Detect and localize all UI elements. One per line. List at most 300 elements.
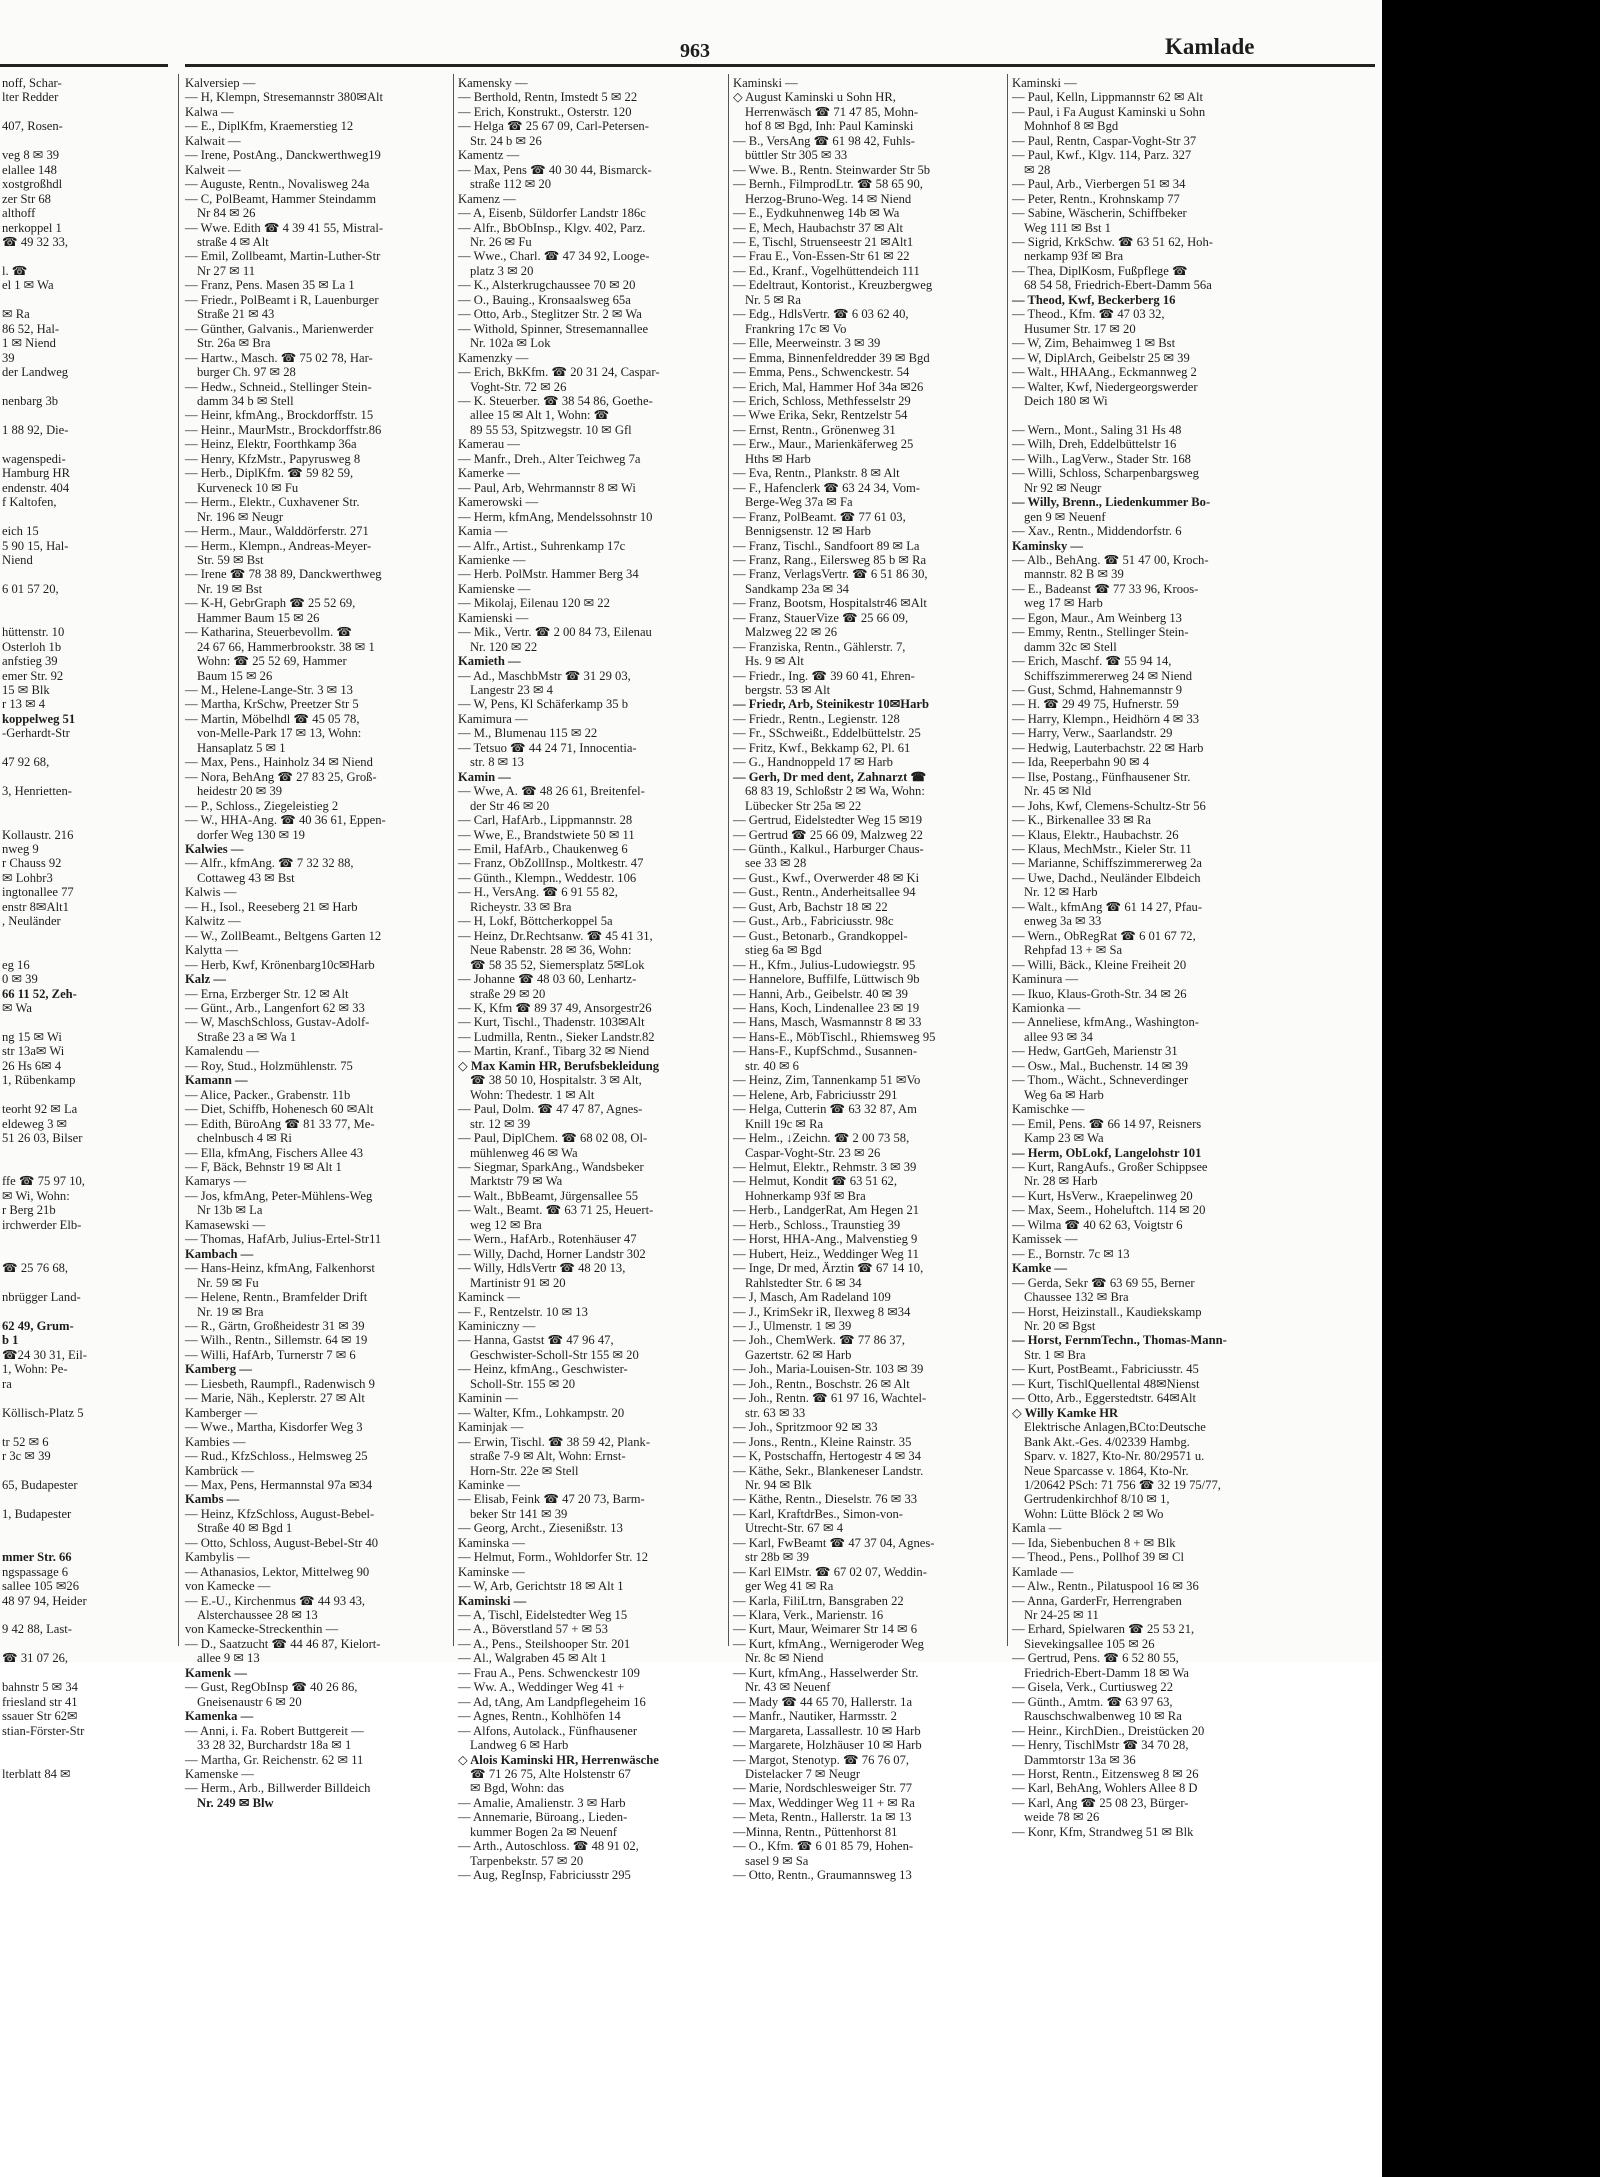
directory-line [2,1232,162,1246]
directory-line: — Herb., LandgerRat, Am Hegen 21 [733,1203,920,1218]
directory-line: ◇ Willy Kamke HR [1012,1405,1119,1420]
directory-line: Nr 24-25 ✉ 11 [1024,1608,1099,1623]
directory-line: Kamentz — [458,148,520,163]
directory-line: str. 63 ✉ 33 [745,1405,806,1420]
directory-line: — O., Bauing., Kronsaalsweg 65a [458,292,631,307]
directory-line: — F., Hafenclerk ☎ 63 24 34, Vom- [733,480,921,495]
directory-line: Bennigsenstr. 12 ✉ Harb [745,524,871,539]
directory-line: — Helm., ↓Zeichn. ☎ 2 00 73 58, [733,1131,910,1146]
directory-line: Kamberger — [185,1405,258,1420]
directory-line: — H., Kfm., Julius-Ludowiegstr. 95 [733,957,916,972]
directory-line: —Minna, Rentn., Püttenhorst 81 [733,1824,898,1839]
directory-line: — Hans, Masch, Wasmannstr 8 ✉ 33 [733,1015,922,1030]
directory-line: Kamimura — [458,711,528,726]
directory-line: Rauschschwalbenweg 10 ✉ Ra [1024,1709,1182,1724]
directory-line: ☎ 58 35 52, Siemersplatz 5✉Lok [470,957,645,972]
directory-line: Sparv. v. 1827, Kto-Nr. 80/29571 u. [1024,1449,1205,1464]
directory-line: — Gerh, Dr med dent, Zahnarzt ☎ [733,769,927,784]
directory-line: — Margarete, Holzhäuser 10 ✉ Harb [733,1738,922,1753]
directory-line: , Neuländer [2,914,61,929]
directory-line: 68 83 19, Schloßstr 2 ✉ Wa, Wohn: [745,784,925,799]
directory-line: — Martha, KrSchw, Preetzer Str 5 [185,697,359,712]
directory-line [2,510,162,524]
directory-line: Kamienke — [458,552,526,567]
directory-line: — Mikolaj, Eilenau 120 ✉ 22 [458,596,610,611]
directory-line: Geschwister-Scholl-Str 155 ✉ 20 [470,1347,639,1362]
column-1 [185,76,450,1810]
directory-line: Alsterchaussee 28 ✉ 13 [197,1608,318,1623]
directory-line: — Franz, StauerVize ☎ 25 66 09, [733,610,909,625]
directory-line: Cottaweg 43 ✉ Bst [197,870,295,885]
directory-line: — Joh., ChemWerk. ☎ 77 86 37, [733,1333,906,1348]
directory-line: 1 ✉ Niend [2,336,56,351]
directory-line: — Helene, Rentn., Bramfelder Drift [185,1290,368,1305]
directory-line: — Anna, GarderFr, Herrengraben [1012,1593,1182,1608]
directory-line: — Karl, BehAng, Wohlers Allee 8 D [1012,1781,1198,1796]
directory-line: — Bernh., FilmprodLtr. ☎ 58 65 90, [733,177,923,192]
directory-line: — Nora, BehAng ☎ 27 83 25, Groß- [185,769,377,784]
directory-line: — Marie, Näh., Keplerstr. 27 ✉ Alt [185,1391,365,1406]
directory-line: Frankring 17c ✉ Vo [745,321,847,336]
directory-line: — Herb. PolMstr. Hammer Berg 34 [458,567,639,582]
directory-line: — C, PolBeamt, Hammer Steindamm [185,191,376,206]
directory-line: — Hedwig, Lauterbachstr. 22 ✉ Harb [1012,740,1204,755]
directory-line: — Otto, Schloss, August-Bebel-Str 40 [185,1535,379,1550]
directory-line: — P., Schloss., Ziegeleistieg 2 [185,798,339,813]
directory-line: r Chauss 92 [2,856,62,871]
directory-line: Kamerowski — [458,495,539,510]
directory-line: 66 11 52, Zeh- [2,986,77,1001]
directory-line [2,1088,162,1102]
directory-line: — Wilh., Rentn., Sillemstr. 64 ✉ 19 [185,1333,368,1348]
directory-line: mühlenweg 46 ✉ Wa [470,1145,578,1160]
directory-line: — E, Tischl, Struenseestr 21 ✉Alt1 [733,234,914,249]
directory-line [2,1464,162,1478]
directory-line: Neue Sparcasse v. 1864, Kto-Nr. [1024,1463,1189,1478]
directory-line: — Heinr, kfmAng., Brockdorffstr. 15 [185,408,374,423]
directory-line: straße 112 ✉ 20 [470,177,552,192]
directory-line: — Gust., Betonarb., Grandkoppel- [733,928,908,943]
directory-line: weide 78 ✉ 26 [1024,1810,1100,1825]
directory-line: Kamensky — [458,76,528,90]
directory-line: Nr. 8c ✉ Niend [745,1651,824,1666]
directory-line: 5 90 15, Hal- [2,538,69,553]
directory-line: Kamann — [185,1073,248,1088]
directory-line: — Kurt, RangAufs., Großer Schippsee [1012,1159,1208,1174]
directory-line: — Helga ☎ 25 67 09, Carl-Petersen- [458,119,649,134]
column-4 [1012,76,1280,1839]
directory-line [2,741,162,755]
directory-line: ✉ Wa [2,1001,32,1015]
directory-line: — Wwe., Martha, Kisdorfer Weg 3 [185,1420,363,1435]
directory-line: zer Str 68 [2,191,51,206]
directory-line [2,1391,162,1405]
directory-line: — Rud., KfzSchloss., Helmsweg 25 [185,1449,368,1464]
header-rule [185,64,1375,67]
directory-line: l. ☎ [2,263,28,278]
directory-line: — Herb., Schloss., Traunstieg 39 [733,1217,901,1232]
directory-line: Nr. 249 ✉ Blw [197,1795,274,1810]
directory-line: Elektrische Anlagen,BCto:Deutsche [1024,1420,1206,1435]
directory-line: — Friedr., Rentn., Legienstr. 128 [733,711,900,726]
directory-line: — Horst, HHA-Ang., Malvenstieg 9 [733,1232,918,1247]
directory-line: Kaminski — [458,1593,527,1608]
directory-line: Herzog-Bruno-Weg. 14 ✉ Niend [745,191,912,206]
directory-line [2,1146,162,1160]
directory-line: — E.-U., Kirchenmus ☎ 44 93 43, [185,1593,366,1608]
directory-line: — Aug, RegInsp, Fabriciusstr 295 [458,1868,631,1883]
directory-line: — Hannelore, Buffilfe, Lüttwisch 9b [733,972,920,987]
directory-line: — Max, Seem., Hoheluftch. 114 ✉ 20 [1012,1203,1206,1218]
directory-line: — Gertrud, Eidelstedter Weg 15 ✉19 [733,813,923,828]
directory-line: — Kurt, Maur, Weimarer Str 14 ✉ 6 [733,1622,918,1637]
directory-line: — K., Alsterkrugchaussee 70 ✉ 20 [458,278,636,293]
directory-line: — K-H, GebrGraph ☎ 25 52 69, [185,596,356,611]
directory-line: Kamlade — [1012,1564,1074,1579]
directory-line: ◇ Max Kamin HR, Berufsbekleidung [458,1058,660,1073]
directory-line: — Emma, Binnenfeldredder 39 ✉ Bgd [733,350,930,365]
directory-line: tr 52 ✉ 6 [2,1434,49,1449]
directory-line [2,1276,162,1290]
directory-line: enstr 8✉Alt1 [2,899,69,914]
directory-line: — Agnes, Rentn., Kohlhöfen 14 [458,1709,621,1724]
directory-line: — Otto, Arb., Eggerstedtstr. 64✉Alt [1012,1391,1197,1406]
directory-line: — Arth., Autoschloss. ☎ 48 91 02, [458,1839,639,1854]
directory-line: Wohn: ☎ 25 52 69, Hammer [197,654,347,669]
directory-line: Kamerke — [458,466,520,481]
directory-line [2,596,162,610]
directory-line: — Emma, Pens., Schwenckestr. 54 [733,365,910,380]
directory-line: — Friedr, Arb, Steinikestr 10✉Harb [733,697,929,712]
directory-line: von-Melle-Park 17 ✉ 13, Wohn: [197,726,362,741]
directory-line: ffe ☎ 75 97 10, [2,1174,85,1189]
directory-line: — Hedw., Schneid., Stellinger Stein- [185,379,372,394]
directory-line [2,437,162,451]
directory-line: bergstr. 53 ✉ Alt [745,683,831,698]
directory-line [2,1247,162,1261]
directory-line: — Kurt, kfmAng., Hasselwerder Str. [733,1665,919,1680]
directory-line: — Karla, FiliLtrn, Bansgraben 22 [733,1593,904,1608]
directory-line: ✉ Wi, Wohn: [2,1188,70,1203]
directory-line: — Gisela, Verk., Curtiusweg 22 [1012,1680,1174,1695]
directory-line: ingtonallee 77 [2,885,74,900]
directory-line: Straße 23 a ✉ Wa 1 [197,1029,297,1044]
directory-line: — Kurt, HsVerw., Kraepelinweg 20 [1012,1188,1193,1203]
directory-line: — Alice, Packer., Grabenstr. 11b [185,1087,351,1102]
directory-line: Husumer Str. 17 ✉ 20 [1024,321,1136,336]
directory-line: — Alfr., Artist., Suhrenkamp 17c [458,538,626,553]
directory-line: — Friedr., Ing. ☎ 39 60 41, Ehren- [733,668,915,683]
directory-line [2,1420,162,1434]
directory-line [2,1738,162,1752]
directory-line: str. 8 ✉ 13 [470,755,524,770]
directory-line: mmer Str. 66 [2,1550,72,1565]
directory-line: Martinistr 91 ✉ 20 [470,1275,566,1290]
directory-line: — Erhard, Spielwaren ☎ 25 53 21, [1012,1622,1195,1637]
directory-line: — Harry, Klempn., Heidhörn 4 ✉ 33 [1012,711,1200,726]
directory-line: allee 9 ✉ 13 [197,1651,260,1666]
directory-line: — Helmut, Form., Wohldorfer Str. 12 [458,1550,649,1565]
directory-line: str 28b ✉ 39 [745,1550,810,1565]
directory-line: ger Weg 41 ✉ Ra [745,1579,834,1594]
directory-line: Kalwies — [185,842,244,857]
directory-line: — Heinz, Dr.Rechtsanw. ☎ 45 41 31, [458,928,653,943]
directory-line: — Franz, Tischl., Sandfoort 89 ✉ La [733,538,920,553]
directory-line: — Paul, i Fa August Kaminski u Sohn [1012,104,1206,119]
directory-line [2,1637,162,1651]
directory-line: ☎ 71 26 75, Alte Holstenstr 67 [470,1767,631,1782]
directory-line: ng 15 ✉ Wi [2,1029,62,1044]
directory-line: — Karl ElMstr. ☎ 67 02 07, Weddin- [733,1564,927,1579]
directory-line: — Ad., MaschbMstr ☎ 31 29 03, [458,668,631,683]
directory-line: — Max, Pens., Hainholz 34 ✉ Niend [185,755,373,770]
directory-line: — Al., Walgraben 45 ✉ Alt 1 [458,1651,607,1666]
directory-line: Kamarys — [185,1174,247,1189]
directory-line: — Franz, PolBeamt. ☎ 77 61 03, [733,509,906,524]
directory-line: Kambach — [185,1246,254,1261]
directory-line: — Elisab, Feink ☎ 47 20 73, Barm- [458,1492,645,1507]
directory-line: 24 67 66, Hammerbrookstr. 38 ✉ 1 [197,639,375,654]
directory-line: r 13 ✉ 4 [2,697,46,712]
directory-line: — Theod, Kwf, Beckerberg 16 [1012,292,1176,307]
directory-line: — Gust., Rentn., Anderheitsallee 94 [733,885,916,900]
directory-line: — Herm., Klempn., Andreas-Meyer- [185,538,372,553]
directory-line: — Paul, Arb., Vierbergen 51 ✉ 34 [1012,177,1186,192]
directory-line: — Manfr., Dreh., Alter Teichweg 7a [458,451,641,466]
directory-line: — Ludmilla, Rentn., Sieker Landstr.82 [458,1029,655,1044]
directory-line: Kaminske — [458,1564,525,1579]
header-rule [0,64,168,67]
directory-line: Utrecht-Str. 67 ✉ 4 [745,1521,843,1536]
directory-line: Nr. 5 ✉ Ra [745,292,802,307]
directory-line: — Ed., Kranf., Vogelhüttendeich 111 [733,263,920,278]
directory-line: 9 42 88, Last- [2,1622,72,1637]
directory-line: — G., Handnoppeld 17 ✉ Harb [733,755,893,770]
directory-line [2,380,162,394]
directory-line: Kambs — [185,1492,240,1507]
directory-line: allee 15 ✉ Alt 1, Wohn: ☎ [470,408,610,423]
directory-line: eich 15 [2,524,39,539]
directory-line: — Erna, Erzberger Str. 12 ✉ Alt [185,986,349,1001]
directory-line: — Meta, Rentn., Hallerstr. 1a ✉ 13 [733,1810,912,1825]
directory-line: — Walt., HHAAng., Eckmannweg 2 [1012,365,1197,380]
directory-line: — Emil, Zollbeamt, Martin-Luther-Str [185,249,381,264]
directory-line: — Heinz, Elektr, Foorthkamp 36a [185,437,357,452]
directory-line: — Annemarie, Büroang., Lieden- [458,1810,628,1825]
directory-line: — J, Masch, Am Radeland 109 [733,1290,891,1305]
directory-line: Nr. 196 ✉ Neugr [197,509,284,524]
directory-line: stian-Förster-Str [2,1723,85,1738]
directory-line: — Heinr., MaurMstr., Brockdorffstr.86 [185,422,382,437]
directory-line: — Walt., Beamt. ☎ 63 71 25, Heuert- [458,1203,654,1218]
directory-line: — Klaus, Elektr., Haubachstr. 26 [1012,827,1179,842]
directory-line: — Erich, Schloss, Methfesselstr 29 [733,393,911,408]
directory-line: Weg 111 ✉ Bst 1 [1024,220,1111,235]
directory-line: — Walt., kfmAng ☎ 61 14 27, Pfau- [1012,899,1203,914]
directory-line: — W, Zim, Behaimweg 1 ✉ Bst [1012,336,1176,351]
directory-line: Str. 1 ✉ Bra [1024,1347,1086,1362]
directory-line: Friedrich-Ebert-Damm 18 ✉ Wa [1024,1665,1189,1680]
directory-line: Kalwitz — [185,914,241,929]
directory-line: — W, MaschSchloss, Gustav-Adolf- [185,1015,370,1030]
directory-line: 68 54 58, Friedrich-Ebert-Damm 56a [1024,278,1212,293]
directory-line: Gertrudenkirchhof 8/10 ✉ 1, [1024,1492,1170,1507]
directory-line: — Alfons, Autolack., Fünfhausener [458,1723,638,1738]
directory-line: Kamla — [1012,1521,1062,1536]
directory-line: — W., HHA-Ang. ☎ 40 36 61, Eppen- [185,813,386,828]
directory-line: — Karl, KraftdrBes., Simon-von- [733,1506,903,1521]
directory-line: — Wwe. Edith ☎ 4 39 41 55, Mistral- [185,220,384,235]
directory-line: Niend [2,552,33,567]
directory-line: — Wern., HafArb., Rotenhäuser 47 [458,1232,637,1247]
directory-line [2,293,162,307]
directory-line: weg 12 ✉ Bra [470,1217,542,1232]
directory-line [2,105,162,119]
directory-line: emer Str. 92 [2,668,64,683]
directory-line: 407, Rosen- [2,119,63,134]
directory-line: — E., Badeanst ☎ 77 33 96, Kroos- [1012,581,1199,596]
running-head: Kamlade [1165,34,1255,59]
directory-line [2,1305,162,1319]
directory-line: — Irene, PostAng., Danckwerthweg19 [185,148,381,163]
directory-line: — Siegmar, SparkAng., Wandsbeker [458,1159,644,1174]
directory-line: Kalz — [185,972,226,987]
directory-line: — Helene, Arb, Fabriciusstr 291 [733,1087,898,1102]
directory-line: — A., Böverstland 57 + ✉ 53 [458,1622,608,1637]
directory-line: straße 4 ✉ Alt [197,234,269,249]
directory-line: — Wilh., LagVerw., Stader Str. 168 [1012,451,1191,466]
directory-line: mannstr. 82 B ✉ 39 [1024,567,1124,582]
directory-line: weg 17 ✉ Harb [1024,596,1103,611]
directory-line: Caspar-Voght-Str. 23 ✉ 26 [745,1145,881,1160]
directory-line: — W, DiplArch, Geibelstr 25 ✉ 39 [1012,350,1190,365]
directory-line: — Friedr., PolBeamt i R, Lauenburger [185,292,379,307]
directory-line: 51 26 03, Bilser [2,1131,83,1146]
directory-line: Kaminck — [458,1290,520,1305]
directory-line: see 33 ✉ 28 [745,856,807,871]
directory-line: Kalwait — [185,133,241,148]
directory-line: — Gust, RegObInsp ☎ 40 26 86, [185,1680,358,1695]
directory-line: — Ilse, Postang., Fünfhausener Str. [1012,769,1191,784]
directory-line: — Wilh, Dreh, Eddelbüttelstr 16 [1012,437,1177,452]
directory-line: — Franz, Bootsm, Hospitalstr46 ✉Alt [733,596,927,611]
directory-line: Herrenwäsch ☎ 71 47 85, Mohn- [745,104,919,119]
directory-line: Kamke — [1012,1261,1067,1276]
directory-line: althoff [2,206,36,221]
directory-line: Kalwis — [185,885,237,900]
directory-line: — Franz, ObZollInsp., Moltkestr. 47 [458,856,644,871]
column-divider [178,74,179,1646]
directory-line: — D., Saatzucht ☎ 44 46 87, Kielort- [185,1636,381,1651]
directory-line: — Martin, Kranf., Tibarg 32 ✉ Niend [458,1044,650,1059]
directory-line [2,611,162,625]
directory-line: — Erich, Maschf. ☎ 55 94 14, [1012,654,1172,669]
directory-line: 1 88 92, Die- [2,422,69,437]
directory-line: Horn-Str. 22e ✉ Stell [470,1463,579,1478]
directory-line: Kambylis — [185,1550,250,1565]
directory-line: -Gerhardt-Str [2,726,70,741]
directory-line: der Str 46 ✉ 20 [470,798,550,813]
directory-line: — Johs, Kwf, Clemens-Schultz-Str 56 [1012,798,1206,813]
directory-line: beker Str 141 ✉ 39 [470,1506,568,1521]
directory-line: Kaminsky — [1012,538,1084,553]
directory-line: — Henry, KfzMstr., Papyrusweg 8 [185,451,361,466]
directory-line: — Paul, Kelln, Lippmannstr 62 ✉ Alt [1012,90,1204,105]
directory-line: — Hans-Heinz, kfmAng, Falkenhorst [185,1261,375,1276]
directory-line: — Kurt, PostBeamt., Fabriciusstr. 45 [1012,1362,1199,1377]
directory-line: — Wilma ☎ 40 62 63, Voigtstr 6 [1012,1217,1183,1232]
right-scan-border [1382,0,1600,2177]
directory-line: Knill 19c ✉ Ra [745,1116,824,1131]
directory-line: Marktstr 79 ✉ Wa [470,1174,563,1189]
directory-line: enweg 3a ✉ 33 [1024,914,1102,929]
directory-line: 26 Hs 6✉ 4 [2,1058,62,1073]
directory-line: Nr. 94 ✉ Blk [745,1477,812,1492]
directory-line: — Karl, Ang ☎ 25 08 23, Bürger- [1012,1795,1189,1810]
directory-line: — Elle, Meerweinstr. 3 ✉ 39 [733,336,881,351]
directory-line: hof 8 ✉ Bgd, Inh: Paul Kaminski [745,119,914,134]
directory-line: — Frau E., Von-Essen-Str 61 ✉ 22 [733,249,910,264]
directory-line: Str. 26a ✉ Bra [197,336,271,351]
directory-line: — Ikuo, Klaus-Groth-Str. 34 ✉ 26 [1012,986,1187,1001]
directory-line: — F, Bäck, Behnstr 19 ✉ Alt 1 [185,1159,342,1174]
column-divider [728,74,729,1646]
directory-line: — Martha, Gr. Reichenstr. 62 ✉ 11 [185,1752,364,1767]
directory-line: Kamin — [458,769,511,784]
directory-line: — Konr, Kfm, Strandweg 51 ✉ Blk [1012,1824,1194,1839]
directory-line: Gneisenaustr 6 ✉ 20 [197,1694,302,1709]
directory-line: — Max, Pens ☎ 40 30 44, Bismarck- [458,162,652,177]
directory-line: gen 9 ✉ Neuenf [1024,509,1106,524]
directory-line: — Hedw, GartGeh, Marienstr 31 [1012,1044,1178,1059]
directory-line: — Georg, Archt., Ziesenißstr. 13 [458,1521,623,1536]
directory-line: — Ida, Reeperbahn 90 ✉ 4 [1012,755,1150,770]
directory-line [2,134,162,148]
directory-line [2,1492,162,1506]
directory-line: — J., KrimSekr iR, Ilexweg 8 ✉34 [733,1304,911,1319]
directory-line: — H. ☎ 29 49 75, Hufnerstr. 59 [1012,697,1179,712]
directory-line: Richeystr. 33 ✉ Bra [470,899,572,914]
directory-line: — Willi, Schloss, Scharpenbargsweg [1012,466,1199,481]
directory-line: — Roy, Stud., Holzmühlenstr. 75 [185,1058,353,1073]
directory-line: Kamasewski — [185,1217,266,1232]
directory-line: Kamerau — [458,437,520,452]
directory-line: — Hans-E., MöbTischl., Rhiemsweg 95 [733,1029,936,1044]
directory-line: Str. 24 b ✉ 26 [470,133,542,148]
directory-line: — Anneliese, kfmAng., Washington- [1012,1015,1199,1030]
directory-line: kummer Bogen 2a ✉ Neuenf [470,1824,617,1839]
directory-line: — Günth., Klempn., Weddestr. 106 [458,870,637,885]
directory-line: — Herb, Kwf, Krönenbarg10c✉Harb [185,957,375,972]
directory-line: — Hartw., Masch. ☎ 75 02 78, Har- [185,350,373,365]
directory-line: — Helmut, Kondit ☎ 63 51 62, [733,1174,898,1189]
directory-line: — Xav., Rentn., Middendorfstr. 6 [1012,524,1182,539]
directory-line: — Alb., BehAng. ☎ 51 47 00, Kroch- [1012,552,1209,567]
directory-line: Kamienski — [458,610,529,625]
directory-line: Kollaustr. 216 [2,827,74,842]
directory-line: — Herm., Elektr., Cuxhavener Str. [185,495,360,510]
directory-line [2,770,162,784]
directory-line: Kaminjak — [458,1420,524,1435]
directory-line [2,1521,162,1535]
column-0 [2,76,162,1782]
directory-line: — Herb., DiplKfm. ☎ 59 82 59, [185,466,354,481]
directory-line: — Günth., Amtm. ☎ 63 97 63, [1012,1694,1173,1709]
directory-line: — Kurt, Tischl., Thadenstr. 103✉Alt [458,1015,645,1030]
directory-line: — Tetsuo ☎ 44 24 71, Innocentia- [458,740,637,755]
directory-line: — Joh., Rentn., Boschstr. 26 ✉ Alt [733,1376,910,1391]
directory-line: Nr 13b ✉ La [197,1203,263,1218]
